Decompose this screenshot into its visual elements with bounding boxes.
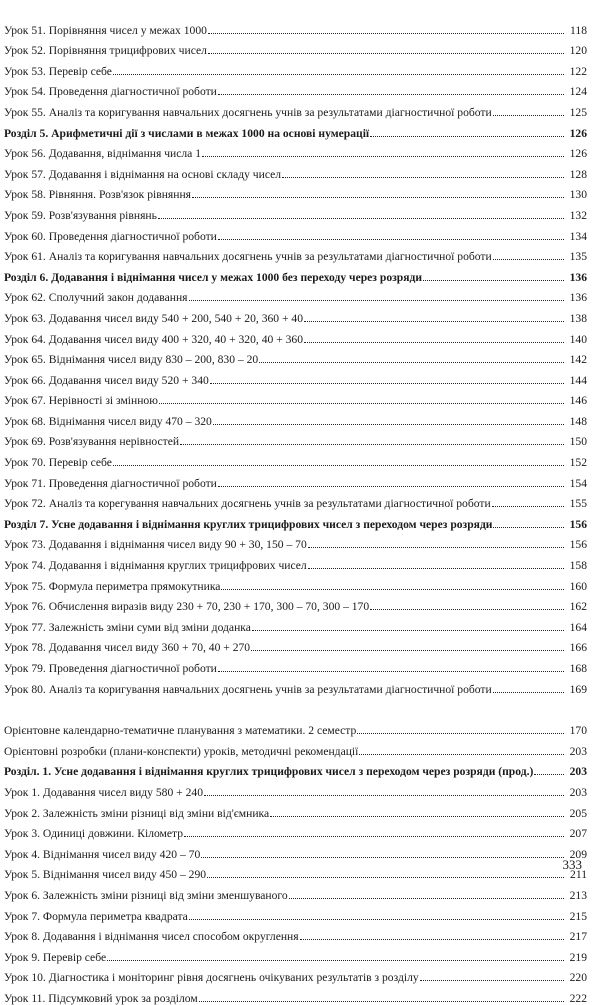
toc-entry xyxy=(4,737,587,758)
toc-entry-page: 170 xyxy=(569,724,587,738)
toc-entry-title xyxy=(4,518,492,531)
toc-entry-title xyxy=(4,415,212,428)
toc-entry-page: 125 xyxy=(569,105,587,119)
dot-leader xyxy=(189,300,564,301)
toc-entry xyxy=(4,201,587,222)
dot-leader xyxy=(107,960,564,961)
toc-entry-page: 132 xyxy=(569,208,587,222)
toc-entry-title xyxy=(4,786,203,799)
toc-entry-label: Урок 69. xyxy=(4,435,46,449)
toc-entry-label: Урок 79. xyxy=(4,662,46,675)
toc-entry-label: Урок 76. xyxy=(4,600,46,614)
dot-leader xyxy=(492,506,564,507)
toc-entry-title xyxy=(4,641,250,654)
toc-entry-label: Урок 62. xyxy=(4,291,46,305)
toc-entry-text: Розв'язування нерівностей xyxy=(48,435,180,449)
toc-entry-title xyxy=(4,374,209,387)
toc-entry xyxy=(4,140,587,161)
toc-entry-page: 148 xyxy=(569,414,587,428)
toc-entry-page: 155 xyxy=(569,497,587,511)
toc-entry-text: Додавання, віднімання числа 1 xyxy=(48,147,202,161)
toc-entry-label: Урок 74. xyxy=(4,559,46,573)
toc-entry xyxy=(4,778,587,799)
toc-entry-title xyxy=(4,930,299,943)
toc-entry-title xyxy=(4,291,188,304)
toc-entry-label: Урок 63. xyxy=(4,311,46,325)
toc-entry xyxy=(4,407,587,428)
dot-leader xyxy=(113,74,564,75)
toc-entry-text: Нерівності зі змінною xyxy=(48,394,158,408)
toc-entry-label: Урок 66. xyxy=(4,373,46,387)
dot-leader xyxy=(213,424,564,425)
toc-entry-page: 144 xyxy=(569,373,587,387)
dot-leader xyxy=(204,795,564,796)
dot-leader xyxy=(158,218,564,219)
dot-leader xyxy=(423,280,564,281)
toc-entry-title xyxy=(4,580,220,593)
toc-entry-text: Одиниці довжини. Кілометр xyxy=(42,827,184,841)
dot-leader xyxy=(357,733,564,734)
toc-entry-text: Перевір себе xyxy=(48,64,112,78)
toc-entry-page: 169 xyxy=(569,682,587,696)
toc-entry xyxy=(4,366,587,387)
toc-entry xyxy=(4,37,587,58)
toc-entry-label: Розділ 5. xyxy=(4,126,49,140)
toc-entry-title xyxy=(4,889,288,902)
toc-entry-text: Проведення діагностичної роботи xyxy=(48,85,217,99)
toc-entry xyxy=(4,881,587,902)
dot-leader xyxy=(493,527,564,528)
toc-entry-text: Діагностика і моніторинг рівня досягнень очікуваних результатів з розділу xyxy=(48,971,419,985)
dot-leader xyxy=(308,547,564,548)
toc-entry-text: Додавання чисел виду 580 + 240 xyxy=(42,785,203,799)
toc-entry-text: Віднімання чисел виду 420 – 70 xyxy=(42,847,201,861)
toc-entry-page: 128 xyxy=(569,167,587,181)
toc-entry-label: Урок 7. xyxy=(4,909,41,923)
toc-entry-text: Проведення діагностичної роботи xyxy=(48,229,217,243)
toc-entry-title xyxy=(4,745,358,758)
toc-entry-text: Додавання і віднімання на основі складу чисел xyxy=(48,167,282,181)
toc-entry-label: Урок 68. xyxy=(4,414,46,428)
toc-entry-label: Урок 10. xyxy=(4,971,46,985)
toc-entry-title xyxy=(4,394,158,407)
toc-entry-label: Урок 72. xyxy=(4,497,46,511)
toc-entry-text: Віднімання чисел виду 830 – 200, 830 – 20 xyxy=(48,353,259,367)
toc-entry-title xyxy=(4,765,533,778)
toc-entry-page: 222 xyxy=(569,991,587,1005)
toc-entry xyxy=(4,861,587,882)
toc-entry xyxy=(4,717,587,738)
toc-entry-label: Урок 70. xyxy=(4,456,46,470)
dot-leader xyxy=(184,836,564,837)
toc-entry-label: Урок 54. xyxy=(4,85,46,99)
toc-entry-title xyxy=(4,910,188,923)
dot-leader xyxy=(221,589,564,590)
dot-leader xyxy=(300,939,564,940)
toc-entry xyxy=(4,923,587,944)
toc-entry-page: 203 xyxy=(569,785,587,799)
toc-entry-text: Перевір себе xyxy=(42,950,107,964)
toc-entry-label: Урок 60. xyxy=(4,229,46,243)
toc-entry-text: Аналіз та коригування навчальних досягнень учнів за результатами діагностичної роботи xyxy=(48,250,492,264)
toc-entry-title xyxy=(4,951,106,964)
toc-entry xyxy=(4,469,587,490)
toc-entry-text: Розв'язування рівнянь xyxy=(48,208,157,222)
toc-entry-text: Додавання і віднімання чисел виду 90 + 30, 150 – 70 xyxy=(48,538,307,552)
toc-entry-title xyxy=(4,538,307,551)
toc-entry xyxy=(4,181,587,202)
toc-entry-text: Додавання і віднімання чисел у межах 1000 без переходу через розряди xyxy=(51,270,423,284)
toc-entry-label: Урок 64. xyxy=(4,332,46,346)
toc-entry-title xyxy=(4,85,217,98)
toc-entry-title xyxy=(4,827,183,840)
toc-entry-page: 134 xyxy=(569,229,587,243)
toc-entry-page: 118 xyxy=(570,23,587,37)
toc-entry-title xyxy=(4,683,492,696)
toc-entry-page: 150 xyxy=(569,435,587,449)
toc-entry-title xyxy=(4,24,207,37)
toc-entry-title xyxy=(4,807,269,820)
toc-entry-label: Розділ 6. xyxy=(4,270,49,284)
dot-leader xyxy=(159,403,564,404)
toc-entry-title xyxy=(4,971,419,984)
toc-entry-label: Урок 65. xyxy=(4,353,46,367)
toc-entry xyxy=(4,160,587,181)
toc-entry xyxy=(4,57,587,78)
toc-entry-page: 124 xyxy=(569,85,587,99)
dot-leader xyxy=(420,980,564,981)
toc-entry-label: Урок 67. xyxy=(4,394,46,408)
toc-entry xyxy=(4,551,587,572)
toc-entry xyxy=(4,654,587,675)
toc-entry-text: Формула периметра квадрата xyxy=(42,909,188,923)
toc-entry xyxy=(4,304,587,325)
toc-entry-label: Урок 9. xyxy=(4,950,41,964)
dot-leader xyxy=(210,383,564,384)
page-number: 333 xyxy=(562,857,582,872)
toc-entry-title xyxy=(4,106,492,119)
toc-entry xyxy=(4,572,587,593)
toc-entry-label: Урок 52. xyxy=(4,44,46,58)
toc-entry-title xyxy=(4,44,207,57)
toc-entry xyxy=(4,490,587,511)
dot-leader xyxy=(493,692,564,693)
toc-entry-label: Урок 59. xyxy=(4,208,46,222)
toc-entry-title xyxy=(4,497,491,510)
toc-entry-text: Порівняння чисел у межах 1000 xyxy=(48,23,207,37)
toc-entry xyxy=(4,325,587,346)
toc-entry-text: Додавання чисел виду 360 + 70, 40 + 270 xyxy=(48,641,251,655)
dot-leader xyxy=(493,259,564,260)
toc-entry-page: 209 xyxy=(569,847,587,861)
toc-entry-title xyxy=(4,353,258,366)
toc-entry-page: 215 xyxy=(569,909,587,923)
dot-leader xyxy=(192,197,564,198)
toc-entry-page: 213 xyxy=(569,888,587,902)
toc-entry-text: Перевір себе xyxy=(48,456,112,470)
toc-entry-title xyxy=(4,868,206,881)
toc-entry xyxy=(4,984,587,1005)
toc-entry-text: Аналіз та корегування навчальних досягнень учнів за результатами діагностичної роботи xyxy=(48,497,491,511)
toc-entry-text: Сполучний закон додавання xyxy=(48,291,188,305)
toc-section-entry xyxy=(4,510,587,531)
toc-entry-page: 140 xyxy=(569,332,587,346)
dot-leader xyxy=(252,630,564,631)
toc-entry-title xyxy=(4,230,217,243)
dot-leader xyxy=(189,919,564,920)
toc-entry-text: Порівняння трицифрових чисел xyxy=(48,44,207,58)
toc-entry-page: 217 xyxy=(569,930,587,944)
toc-entry-text: Арифметичні дії з числами в межах 1000 на основі нумерації xyxy=(51,126,370,140)
toc-entry xyxy=(4,448,587,469)
toc-entry xyxy=(4,346,587,367)
toc-entry-label: Урок 51. xyxy=(4,23,46,37)
dot-leader xyxy=(251,650,564,651)
toc-entry-text: Віднімання чисел виду 450 – 290 xyxy=(42,868,207,882)
toc-entry-title xyxy=(4,147,201,160)
toc-entry-page: 162 xyxy=(569,600,587,614)
toc-entry xyxy=(4,531,587,552)
toc-entry-text: Додавання чисел виду 400 + 320, 40 + 320, 40 + 360 xyxy=(48,332,304,346)
toc-entry-title xyxy=(4,209,157,222)
toc-entry-text: Рівняння. Розв'язок рівняння xyxy=(48,188,191,202)
toc-entry-text: Проведення діагностичної роботи xyxy=(48,476,217,490)
toc-entry-title xyxy=(4,312,303,325)
toc-entry-label: Урок 80. xyxy=(4,682,46,696)
toc-entry-page: 138 xyxy=(569,311,587,325)
dot-leader xyxy=(201,857,564,858)
dot-leader xyxy=(304,321,564,322)
toc-entry-text: Залежність зміни різниці від зміни зменшуваного xyxy=(42,888,288,902)
toc-entry-page: 130 xyxy=(569,188,587,202)
toc-entry xyxy=(4,284,587,305)
dot-leader xyxy=(493,115,564,116)
toc-entry-text: Обчислення виразів виду 230 + 70, 230 + 170, 300 – 70, 300 – 170 xyxy=(48,600,370,614)
toc-entry xyxy=(4,78,587,99)
dot-leader xyxy=(218,486,564,487)
toc-entry-page: 154 xyxy=(569,476,587,490)
dot-leader xyxy=(308,568,564,569)
toc-entry-title xyxy=(4,724,356,737)
toc-entry-text: Додавання і віднімання круглих трицифрових чисел xyxy=(48,559,307,573)
toc-entry-text: Додавання чисел виду 520 + 340 xyxy=(48,373,209,387)
toc-entry-page: 146 xyxy=(569,394,587,408)
toc-entry-label: Урок 56. xyxy=(4,147,46,161)
toc-entry-label: Урок 6. xyxy=(4,888,41,902)
toc-entry-page: 126 xyxy=(569,147,587,161)
toc-entry-page: 135 xyxy=(569,250,587,264)
toc-entry xyxy=(4,799,587,820)
toc-entry-text: Залежність зміни суми від зміни доданка xyxy=(48,620,251,634)
toc-section-entry xyxy=(4,263,587,284)
toc-entry-text: Усне додавання і віднімання круглих трицифрових чисел з переходом через розряди xyxy=(51,517,493,531)
toc-entry-page: 136 xyxy=(569,291,587,305)
toc-entry-title xyxy=(4,477,217,490)
toc-entry xyxy=(4,593,587,614)
toc-entry-label: Урок 75. xyxy=(4,579,46,593)
toc-entry-text: Додавання чисел виду 540 + 200, 540 + 20, 360 + 40 xyxy=(48,311,304,325)
toc-entry-label: Розділ. 1. xyxy=(4,765,52,779)
dot-leader xyxy=(218,671,564,672)
toc-entry-text: Формула периметра прямокутника xyxy=(48,579,221,593)
toc-entry-label: Урок 71. xyxy=(4,476,46,490)
toc-entry-text: Залежність зміни різниці від зміни від'ємника xyxy=(42,806,270,820)
toc-entry-label: Урок 53. xyxy=(4,64,46,78)
toc-entry-page: 126 xyxy=(569,126,587,140)
toc-entry-page: 205 xyxy=(569,806,587,820)
toc-entry xyxy=(4,98,587,119)
toc-entry-label: Урок 8. xyxy=(4,930,41,944)
toc-entry-label: Розділ 7. xyxy=(4,517,49,531)
toc-entry-title xyxy=(4,168,281,181)
toc-entry-text: Орієнтовне календарно-тематичне планування з математики. 2 семестр xyxy=(4,724,357,738)
dot-leader xyxy=(370,136,564,137)
toc-entry xyxy=(4,675,587,696)
toc-entry xyxy=(4,943,587,964)
toc-entry-title xyxy=(4,621,251,634)
toc-entry-title xyxy=(4,559,307,572)
toc-entry-text: Додавання і віднімання чисел способом округлення xyxy=(42,930,299,944)
toc-entry-text: Проведення діагностичної роботи xyxy=(48,662,217,675)
toc-entry-page: 166 xyxy=(569,641,587,655)
toc-entry-title xyxy=(4,188,191,201)
toc-entry-title xyxy=(4,65,112,78)
toc-entry-page: 168 xyxy=(569,662,587,675)
dot-leader xyxy=(289,898,564,899)
toc-entry-text: Усне додавання і віднімання круглих трицифрових чисел з переходом через розряди (прод.) xyxy=(54,765,534,779)
toc-entry-title xyxy=(4,333,303,346)
toc-entry-text: Аналіз та коригування навчальних досягнень учнів за результатами діагностичної роботи xyxy=(48,682,492,696)
toc-entry-page: 152 xyxy=(569,456,587,470)
toc-entry xyxy=(4,428,587,449)
dot-leader xyxy=(534,774,564,775)
toc-entry xyxy=(4,634,587,655)
toc-entry-label: Урок 2. xyxy=(4,806,41,820)
toc-entry xyxy=(4,16,587,37)
dot-leader xyxy=(208,53,564,54)
toc-entry-title xyxy=(4,662,217,675)
toc-entry-page: 160 xyxy=(569,579,587,593)
toc-entry-label: Урок 1. xyxy=(4,785,41,799)
dot-leader xyxy=(218,239,564,240)
toc-entry-text: Аналіз та коригування навчальних досягнень учнів за результатами діагностичної роботи xyxy=(48,105,492,119)
toc-entry-page: 156 xyxy=(569,517,587,531)
toc-entry-title xyxy=(4,848,200,861)
toc-entry xyxy=(4,820,587,841)
toc-entry-page: 122 xyxy=(569,64,587,78)
dot-leader xyxy=(180,444,564,445)
toc-entry-page: 219 xyxy=(569,950,587,964)
dot-leader xyxy=(359,754,564,755)
dot-leader xyxy=(208,33,564,34)
toc-entry xyxy=(4,902,587,923)
toc-entry xyxy=(4,387,587,408)
toc-entry-title xyxy=(4,271,422,284)
toc-entry-title xyxy=(4,127,369,140)
dot-leader xyxy=(199,1001,564,1002)
dot-leader xyxy=(270,816,564,817)
toc-entry-label: Урок 5. xyxy=(4,868,41,882)
toc-entry-text: Орієнтовні розробки (плани-конспекти) уроків, методичні рекомендації xyxy=(4,744,359,758)
dot-leader xyxy=(282,177,564,178)
toc-entry-page: 203 xyxy=(569,765,587,779)
toc-entry-page: 211 xyxy=(570,868,587,882)
toc-entry xyxy=(4,222,587,243)
dot-leader xyxy=(218,94,564,95)
toc-entry-label: Урок 78. xyxy=(4,641,46,655)
toc-section-entry xyxy=(4,758,587,779)
toc-entry-label: Урок 77. xyxy=(4,620,46,634)
toc-entry-label: Урок 11. xyxy=(4,991,46,1005)
dot-leader xyxy=(259,362,564,363)
toc-entry-label: Урок 58. xyxy=(4,188,46,202)
toc-entry-label: Урок 55. xyxy=(4,105,46,119)
toc-entry-title xyxy=(4,435,179,448)
table-of-contents xyxy=(4,16,587,1005)
toc-entry-label: Урок 57. xyxy=(4,167,46,181)
toc-entry-text: Віднімання чисел виду 470 – 320 xyxy=(48,414,212,428)
toc-entry-page: 164 xyxy=(569,620,587,634)
toc-entry-page: 142 xyxy=(569,353,587,367)
toc-entry-label: Урок 4. xyxy=(4,847,41,861)
toc-entry-page: 220 xyxy=(569,971,587,985)
toc-entry-page: 120 xyxy=(569,44,587,58)
toc-entry xyxy=(4,840,587,861)
toc-entry-text: Підсумковий урок за розділом xyxy=(48,991,198,1005)
toc-entry-page: 158 xyxy=(569,559,587,573)
dot-leader xyxy=(202,156,564,157)
dot-leader xyxy=(207,877,564,878)
toc-entry xyxy=(4,243,587,264)
toc-entry-title xyxy=(4,250,492,263)
toc-entry-title xyxy=(4,456,112,469)
toc-entry xyxy=(4,613,587,634)
toc-entry-title xyxy=(4,992,198,1005)
toc-entry-page: 156 xyxy=(569,538,587,552)
toc-entry-label: Урок 73. xyxy=(4,538,46,552)
toc-entry-title xyxy=(4,600,369,613)
toc-entry xyxy=(4,964,587,985)
toc-entry-label: Урок 61. xyxy=(4,250,46,264)
toc-entry-label: Урок 3. xyxy=(4,827,41,841)
toc-section-entry xyxy=(4,119,587,140)
dot-leader xyxy=(370,609,564,610)
toc-entry-page: 207 xyxy=(569,827,587,841)
dot-leader xyxy=(113,465,564,466)
dot-leader xyxy=(304,342,564,343)
toc-entry-page: 203 xyxy=(569,744,587,758)
toc-entry-page: 136 xyxy=(569,270,587,284)
